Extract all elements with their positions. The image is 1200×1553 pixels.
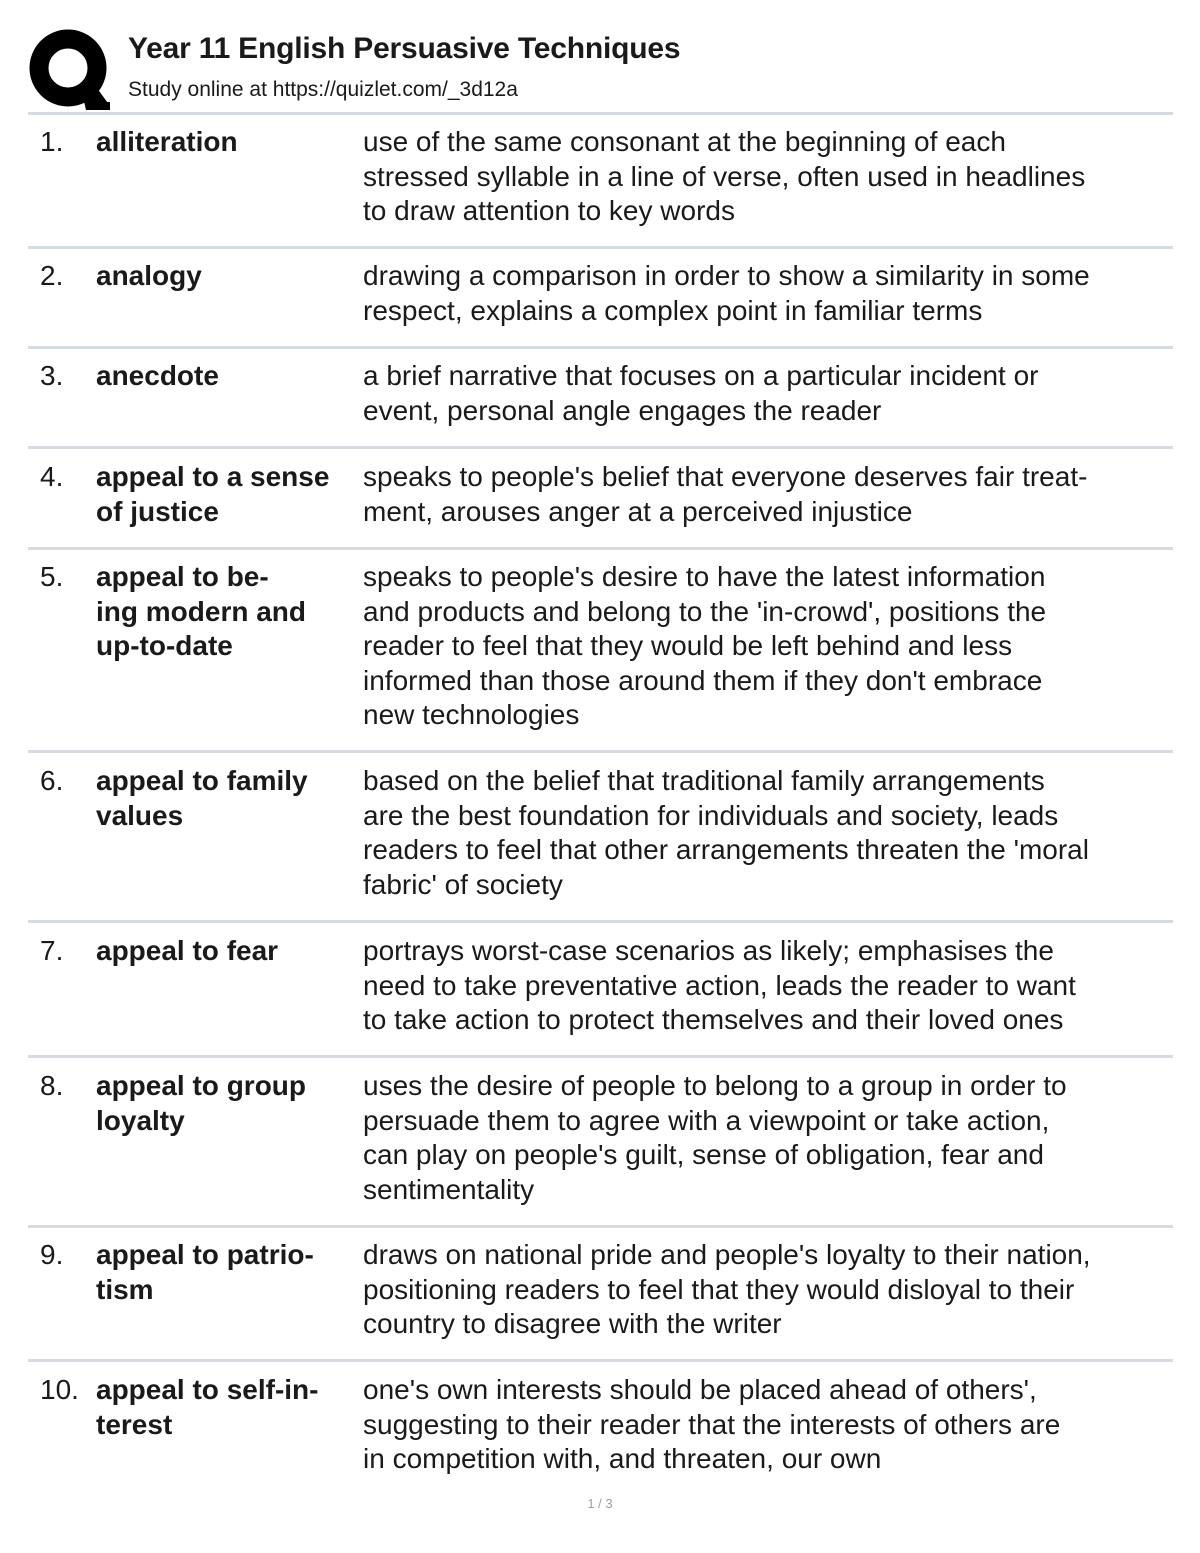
term-number: 3. <box>40 360 64 391</box>
term-definition <box>363 460 1178 529</box>
row-divider <box>28 547 1173 550</box>
term-number: 1. <box>40 126 64 157</box>
definition-line: need to take preventative action, leads the reader to want <box>363 969 1076 1001</box>
term-title <box>96 764 366 833</box>
term-number: 6. <box>40 765 64 796</box>
term-definition <box>363 259 1178 328</box>
term-line: of justice <box>96 495 219 527</box>
header-divider <box>28 112 1173 115</box>
term-title <box>96 125 366 160</box>
term-line: appeal to a sense <box>96 461 330 492</box>
term-title <box>96 460 366 529</box>
term-number: 4. <box>40 461 64 492</box>
term-title <box>96 934 366 969</box>
definition-line: are the best foundation for individuals and society, leads <box>363 799 1059 831</box>
term-line: analogy <box>96 260 202 291</box>
definition-line: reader to feel that they would be left behind and less <box>363 630 1013 661</box>
definition-line: suggesting to their reader that the interests of others are <box>363 1408 1061 1440</box>
term-title <box>96 1069 366 1138</box>
definition-line: country to disagree with the writer <box>363 1308 782 1339</box>
page-indicator: 1 / 3 <box>587 1496 613 1511</box>
definition-line: respect, explains a complex point in familiar terms <box>363 294 983 326</box>
definition-line: positioning readers to feel that they would disloyal to their <box>363 1273 1075 1305</box>
definition-line: can play on people's guilt, sense of obligation, fear and <box>363 1139 1044 1170</box>
page-header <box>28 26 1173 112</box>
definition-line: to take action to protect themselves and their loved ones <box>363 1004 1064 1035</box>
definition-line: portrays worst-case scenarios as likely; emphasises the <box>363 935 1054 966</box>
definition-line: stressed syllable in a line of verse, often used in headlines <box>363 160 1086 192</box>
term-line: terest <box>96 1408 173 1440</box>
definition-line: informed than those around them if they don't embrace <box>363 664 1043 696</box>
term-line: appeal to family <box>96 765 308 796</box>
term-definition <box>363 125 1178 229</box>
term-number: 8. <box>40 1070 64 1101</box>
term-line: up-to-date <box>96 630 233 661</box>
definition-line: event, personal angle engages the reader <box>363 394 882 426</box>
term-number: 2. <box>40 260 64 291</box>
definition-line: a brief narrative that focuses on a particular incident or <box>363 360 1039 391</box>
definition-line: speaks to people's belief that everyone deserves fair treat- <box>363 461 1088 492</box>
page-title: Year 11 English Persuasive Techniques <box>128 32 681 65</box>
term-line: anecdote <box>96 360 219 391</box>
definition-line: one's own interests should be placed ahead of others', <box>363 1374 1037 1405</box>
term-title <box>96 560 366 664</box>
term-line: values <box>96 799 184 831</box>
definition-line: ment, arouses anger at a perceived injustice <box>363 495 913 527</box>
term-definition <box>363 1373 1178 1477</box>
definition-line: drawing a comparison in order to show a similarity in some <box>363 260 1090 291</box>
term-line: loyalty <box>96 1104 185 1136</box>
definition-line: use of the same consonant at the beginning of each <box>363 126 1006 157</box>
term-definition <box>363 1238 1178 1342</box>
term-title <box>96 359 366 394</box>
row-divider <box>28 1359 1173 1362</box>
row-divider <box>28 1055 1173 1058</box>
definition-line: draws on national pride and people's loyalty to their nation, <box>363 1239 1091 1270</box>
term-definition <box>363 359 1178 428</box>
term-definition <box>363 1069 1178 1207</box>
definition-line: based on the belief that traditional family arrangements <box>363 765 1045 796</box>
row-divider <box>28 750 1173 753</box>
term-number: 10. <box>40 1374 79 1405</box>
term-line: appeal to group <box>96 1070 306 1101</box>
term-line: ing modern and <box>96 595 306 627</box>
term-number: 9. <box>40 1239 64 1270</box>
definition-line: readers to feel that other arrangements threaten the 'moral <box>363 834 1089 865</box>
term-definition <box>363 934 1178 1038</box>
row-divider <box>28 246 1173 249</box>
term-line: appeal to patrio- <box>96 1239 314 1270</box>
study-online-link-text: Study online at https://quizlet.com/_3d12a <box>128 78 518 101</box>
term-number: 7. <box>40 935 64 966</box>
term-title <box>96 1373 366 1442</box>
term-number: 5. <box>40 561 64 592</box>
row-divider <box>28 920 1173 923</box>
quizlet-q-logo-icon <box>28 28 110 110</box>
definition-line: uses the desire of people to belong to a group in order to <box>363 1070 1067 1101</box>
term-definition <box>363 560 1178 733</box>
term-line: appeal to be- <box>96 561 269 592</box>
definition-line: sentimentality <box>363 1173 535 1205</box>
definition-line: and products and belong to the 'in-crowd', positions the <box>363 595 1047 627</box>
term-line: appeal to self-in- <box>96 1374 319 1405</box>
row-divider <box>28 446 1173 449</box>
term-title <box>96 259 366 294</box>
definition-line: speaks to people's desire to have the latest information <box>363 561 1046 592</box>
term-line: appeal to fear <box>96 935 279 966</box>
row-divider <box>28 1225 1173 1228</box>
definition-line: to draw attention to key words <box>363 195 735 226</box>
term-line: tism <box>96 1273 154 1305</box>
definition-line: new technologies <box>363 699 580 730</box>
row-divider <box>28 346 1173 349</box>
definition-line: in competition with, and threaten, our own <box>363 1443 882 1474</box>
definition-line: persuade them to agree with a viewpoint or take action, <box>363 1104 1050 1136</box>
term-definition <box>363 764 1178 902</box>
term-title <box>96 1238 366 1307</box>
term-line: alliteration <box>96 126 238 157</box>
definition-line: fabric' of society <box>363 868 563 900</box>
